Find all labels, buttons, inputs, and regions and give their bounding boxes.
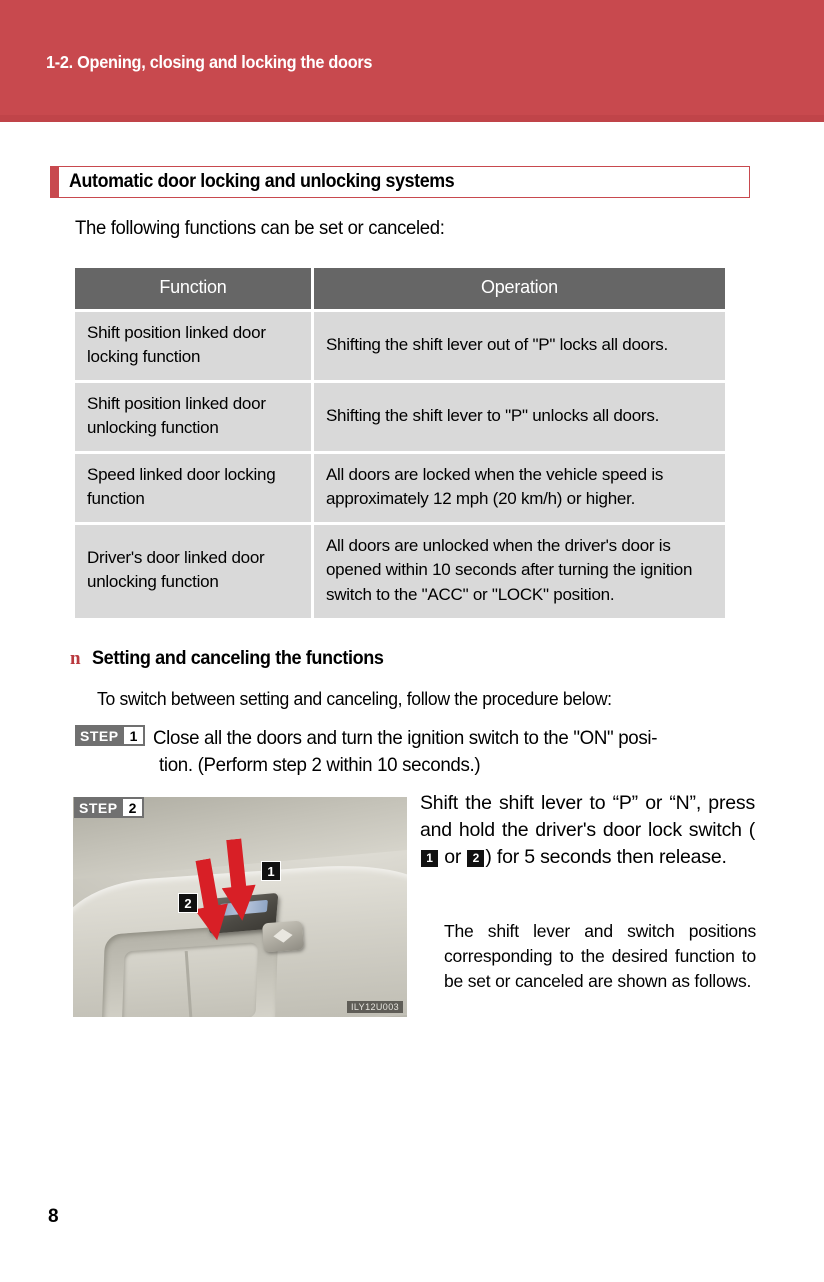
section-intro-text: The following functions can be set or canceled:: [75, 217, 445, 239]
table-cell-operation: Shifting the shift lever out of "P" locks all doors.: [314, 312, 725, 380]
step-1-block: [75, 725, 755, 779]
photo-callout-2: 2: [178, 893, 198, 913]
page-header-title: 1-2. Opening, closing and locking the doors: [46, 52, 373, 72]
subsection-lead-text: To switch between setting and canceling, follow the procedure below:: [97, 688, 612, 709]
step-2-note-text: The shift lever and switch positions corresponding to the desired function to be set or canceled are shown as follows.: [444, 921, 756, 991]
section-heading-text: Automatic door locking and unlocking systems: [69, 171, 455, 192]
table-cell-operation: Shifting the shift lever to "P" unlocks all doors.: [314, 383, 725, 451]
table-cell-operation: All doors are locked when the vehicle speed is approximately 12 mph (20 km/h) or higher.: [314, 454, 725, 522]
step-2-instruction-text: [420, 790, 755, 871]
header-bottom-stripe: [0, 115, 824, 122]
mirror-control-switch: [262, 921, 304, 952]
step-2-text-part-3: ) for 5 seconds then release.: [485, 845, 727, 868]
door-panel-photo-image: [73, 797, 407, 1017]
table-cell-function: Shift position linked door unlocking function: [75, 383, 311, 451]
photo-callout-1: 1: [261, 861, 281, 881]
table-header-row: [75, 268, 725, 309]
step-number: 2: [123, 797, 145, 818]
table-cell-function: Driver's door linked door unlocking function: [75, 525, 311, 617]
table-row: [75, 525, 725, 617]
step-label: STEP: [75, 725, 124, 746]
page-number: 8: [48, 1206, 59, 1227]
table-cell-function: Shift position linked door locking function: [75, 312, 311, 380]
step-1-text-line-2: tion. (Perform step 2 within 10 seconds.): [159, 754, 481, 777]
step-number: 1: [124, 725, 145, 746]
table-header-operation: Operation: [314, 268, 725, 309]
step-label: STEP: [74, 797, 123, 818]
table-cell-operation: All doors are unlocked when the driver's door is opened within 10 seconds after turning the ignition switch to the "ACC" or "LOCK" position.: [314, 525, 725, 617]
functions-table: [75, 268, 725, 618]
table-row: [75, 312, 725, 380]
table-row: [75, 383, 725, 451]
subsection-heading-text: Setting and canceling the functions: [91, 648, 384, 669]
step-1-text-line-1: Close all the doors and turn the ignition switch to the "ON" posi-: [153, 727, 658, 749]
step-2-text-part-1: Shift the shift lever to “P” or “N”, press and hold the driver's door lock switch (: [420, 792, 755, 841]
square-bullet-icon: n: [70, 648, 81, 669]
section-heading-box: [50, 166, 750, 198]
step-1-badge: [75, 725, 145, 746]
step-2-text-part-2: or: [439, 845, 467, 868]
photo-reference-code: ILY12U003: [347, 1001, 403, 1013]
table-row: [75, 454, 725, 522]
table-header-function: Function: [75, 268, 311, 309]
page-header-banner: [0, 0, 824, 122]
door-panel-photo: [73, 797, 407, 1017]
section-heading-accent-bar: [51, 167, 59, 197]
step-2-badge: [74, 797, 144, 818]
subsection-heading: [70, 648, 399, 670]
table-cell-function: Speed linked door locking function: [75, 454, 311, 522]
inline-callout-2: 2: [467, 850, 484, 867]
inline-callout-1: 1: [421, 850, 438, 867]
